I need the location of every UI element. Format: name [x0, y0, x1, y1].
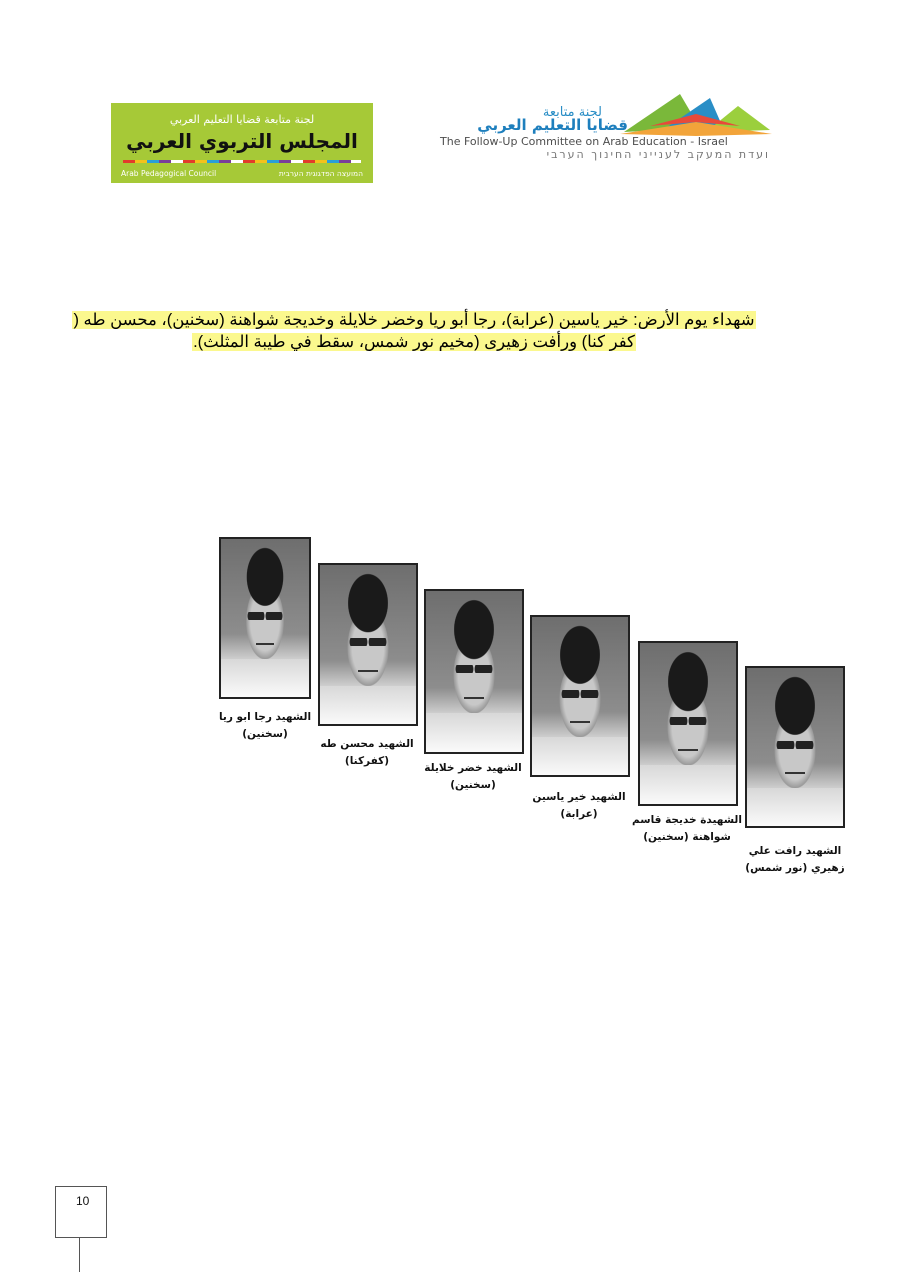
martyr-place: (سخنين) [450, 779, 496, 791]
martyr-caption [622, 812, 752, 846]
caption-line-2: كفر كنا) ورأفت زهيرى (مخيم نور شمس، سقط في طيبة المثلث). [193, 333, 635, 351]
martyr-place: زهيري (نور شمس) [745, 862, 845, 874]
page-number: 10 [76, 1194, 90, 1208]
martyr-name: الشهيد رجا ابو ريا [218, 711, 312, 723]
logo-arabic-subtitle: لجنة متابعة قضايا التعليم العربي [169, 113, 315, 126]
martyr-caption [730, 843, 860, 877]
logo-arabic-line1: لجنة متابعة [542, 105, 602, 120]
martyr-name: الشهيد خضر خلايلة [424, 762, 522, 774]
page-number-line [79, 1238, 80, 1272]
caption-paragraph [55, 309, 773, 353]
martyr-name: الشهيد محسن طه [320, 738, 414, 750]
logo-hebrew-name: המועצה הפדגוגית הערבית [278, 169, 363, 178]
martyr-name: الشهيدة خديجة قاسم [632, 814, 742, 826]
pedagogical-council-logo [111, 103, 373, 183]
martyr-name: الشهيد خير ياسين [532, 791, 626, 803]
caption-line-1: شهداء يوم الأرض: خير ياسين (عرابة)، رجا أبو ريا وخضر خلايلة وخديجة شواهنة (سخنين)، محسن طه ( [73, 311, 755, 329]
logo-english-name: Arab Pedagogical Council [121, 169, 217, 178]
logo-arabic-line2: قضايا التعليم العربي [477, 116, 628, 134]
martyr-name: الشهيد رافت علي [748, 845, 842, 857]
open-book-icon [620, 92, 772, 136]
martyr-place: (عرابة) [560, 808, 598, 820]
martyr-photo [219, 537, 311, 699]
logo-color-stripe [123, 160, 361, 163]
followup-committee-logo [436, 92, 776, 162]
logo-arabic-title: المجلس التربوي العربي [126, 129, 358, 153]
martyr-photo [530, 615, 630, 777]
martyr-photo [318, 563, 418, 726]
logo-english-name: The Follow-Up Committee on Arab Education - Israel [440, 135, 728, 148]
martyr-photo [745, 666, 845, 828]
martyr-place: (سخنين) [242, 728, 288, 740]
martyr-photo [638, 641, 738, 806]
page-number-box [55, 1186, 107, 1238]
logo-hebrew-name: ועדת המעקב לענייני החינוך הערבי [546, 148, 770, 161]
martyr-place: (كفركنا) [344, 755, 390, 767]
martyr-place: شواهنة (سخنين) [643, 831, 731, 843]
martyr-photo [424, 589, 524, 754]
